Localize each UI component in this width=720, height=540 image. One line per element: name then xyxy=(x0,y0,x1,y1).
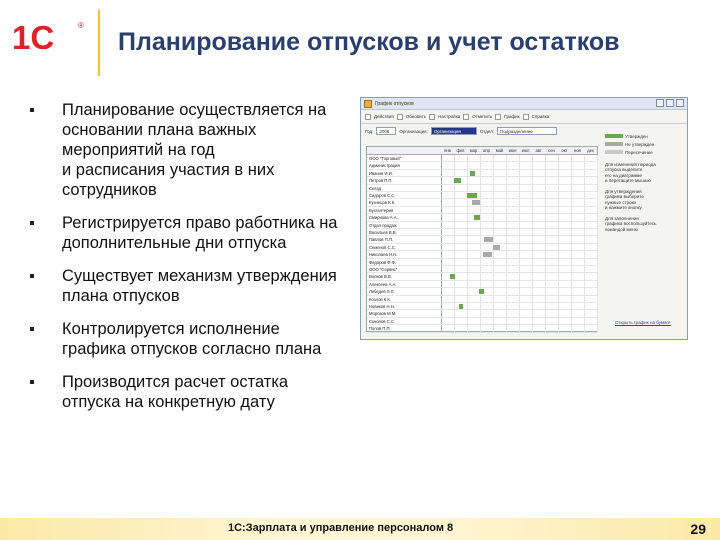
legend-panel xyxy=(605,132,685,232)
row-label: Семенов С.С. xyxy=(369,244,396,250)
footer-text: 1С:Зарплата и управление персоналом 8 xyxy=(228,522,454,534)
row-label: Сидоров С.С. xyxy=(369,193,396,198)
bullet-text: Контролируется исполнение графика отпусков согласно плана xyxy=(62,320,322,358)
dept-field[interactable]: Подразделение xyxy=(497,127,557,135)
vacation-bar[interactable] xyxy=(450,274,455,279)
month-label: ноя xyxy=(574,148,581,153)
month-label: авг xyxy=(535,148,542,153)
bullet-icon xyxy=(30,221,34,225)
mark-icon[interactable] xyxy=(463,114,469,120)
dept-label: Отдел: xyxy=(479,128,495,134)
window-titlebar[interactable] xyxy=(361,98,687,110)
registered-mark: ® xyxy=(78,21,84,30)
month-label: сен xyxy=(548,148,555,153)
page-number: 29 xyxy=(690,521,706,537)
row-label: Бухгалтерия xyxy=(369,207,394,213)
bullet-text: Существует механизм утверждения плана отпусков xyxy=(62,267,337,305)
close-icon[interactable] xyxy=(676,99,684,107)
row-label: Новиков Н.Н. xyxy=(369,304,395,309)
legend-swatch-unapproved xyxy=(605,142,623,146)
month-label: мар xyxy=(469,148,478,153)
table-row[interactable] xyxy=(367,185,597,192)
refresh-icon[interactable] xyxy=(397,114,403,120)
row-label: Алексеев А.А. xyxy=(369,281,397,287)
table-row[interactable] xyxy=(367,288,597,295)
help-icon[interactable] xyxy=(523,114,529,120)
row-label: Морозов М.М. xyxy=(369,311,397,317)
vacation-bar[interactable] xyxy=(467,193,477,198)
legend-label: Пересечение xyxy=(625,149,653,155)
gantt-rows xyxy=(367,155,597,333)
vacation-schedule-window xyxy=(360,97,688,340)
row-label: ООО "Торговый" xyxy=(369,156,402,161)
table-row[interactable] xyxy=(367,177,597,184)
row-label: Павлов П.П. xyxy=(369,237,394,243)
vacation-bar[interactable] xyxy=(474,215,481,220)
row-label: Николаев Н.Н. xyxy=(369,252,398,258)
footer xyxy=(0,518,720,540)
title-divider xyxy=(98,10,100,76)
table-row[interactable] xyxy=(367,303,597,310)
row-label: Администрация xyxy=(369,163,400,169)
month-label: апр xyxy=(483,148,490,153)
window-controls xyxy=(656,99,684,107)
table-row[interactable] xyxy=(367,318,597,325)
row-label: Петров П.П. xyxy=(369,178,393,184)
bullet-icon xyxy=(30,274,34,278)
vacation-bar[interactable] xyxy=(493,245,500,250)
page-title: Планирование отпусков и учет остатков xyxy=(118,28,620,56)
print-schedule-link[interactable]: Открыть график на бумаге xyxy=(615,320,671,325)
vacation-bar[interactable] xyxy=(479,289,484,294)
table-row[interactable] xyxy=(367,244,597,251)
table-row[interactable] xyxy=(367,229,597,236)
month-label: июн xyxy=(508,148,517,153)
toolbar-refresh[interactable]: Обновить xyxy=(405,114,427,119)
row-label: Соколов С.С. xyxy=(369,318,396,324)
table-row[interactable] xyxy=(367,199,597,206)
row-label: Федоров Ф.Ф. xyxy=(369,259,396,265)
table-row[interactable] xyxy=(367,214,597,221)
org-field[interactable]: Организация xyxy=(431,127,477,135)
month-label: фев xyxy=(456,148,465,153)
table-row[interactable] xyxy=(367,162,597,169)
toolbar-mark[interactable]: Отметить xyxy=(472,114,493,119)
vacation-bar[interactable] xyxy=(472,200,480,205)
bullet-item xyxy=(28,319,343,359)
month-label: июл xyxy=(521,148,530,153)
vacation-gantt-grid xyxy=(366,146,598,332)
table-row[interactable] xyxy=(367,266,597,273)
table-row[interactable] xyxy=(367,222,597,229)
table-row[interactable] xyxy=(367,296,597,303)
bullet-icon xyxy=(30,327,34,331)
row-label: Попов П.П. xyxy=(369,326,391,332)
schedule-icon[interactable] xyxy=(495,114,501,120)
row-label: Кузнецов К.К. xyxy=(369,200,396,206)
help-note: Для изменения периода отпуска выделите его на диаграмме и перетащите мышью Для утверждения графика выберите нужные строки и нажмите кнопку Для заполнения графика воспользуйтесь командой меню xyxy=(605,162,657,232)
vacation-bar[interactable] xyxy=(470,171,475,176)
bullet-text: Производится расчет остатка отпуска на конкретную дату xyxy=(62,373,289,411)
month-label: дек xyxy=(587,148,594,153)
minimize-icon[interactable] xyxy=(656,99,664,107)
actions-icon[interactable] xyxy=(365,114,371,120)
logo-text: 1С xyxy=(12,19,55,52)
month-label: окт xyxy=(561,148,568,153)
legend-label: Не утвержден xyxy=(625,141,655,147)
legend-item xyxy=(605,140,685,148)
table-row[interactable] xyxy=(367,273,597,280)
legend-swatch-overlap xyxy=(605,150,623,154)
toolbar-help[interactable]: Справка xyxy=(531,114,550,119)
legend-swatch-approved xyxy=(605,134,623,138)
window-toolbar xyxy=(361,110,687,124)
bullet-item xyxy=(28,213,343,253)
row-label: Склад xyxy=(369,185,382,191)
month-label: янв xyxy=(444,148,451,153)
legend-item xyxy=(605,148,685,156)
bullet-text: Планирование осуществляется на основании плана важных мероприятий на год и расписания участия в них сотрудников xyxy=(62,101,327,199)
row-label: Лебедев Л.Л. xyxy=(369,289,395,295)
row-label: ООО "Сервис" xyxy=(369,267,398,272)
table-row[interactable] xyxy=(367,325,597,332)
month-label: май xyxy=(495,148,504,153)
bullet-text: Регистрируется право работника на дополнительные дни отпуска xyxy=(62,214,338,252)
org-label: Организация: xyxy=(399,128,428,134)
toolbar-schedule[interactable]: График xyxy=(504,114,520,119)
bullet-list xyxy=(28,100,343,425)
month-gridline xyxy=(597,155,598,333)
row-label: Васильев В.В. xyxy=(369,230,397,235)
month-header xyxy=(367,147,597,155)
table-row[interactable] xyxy=(367,259,597,266)
toolbar-actions[interactable]: Действия xyxy=(374,114,394,119)
table-row[interactable] xyxy=(367,155,597,162)
table-row[interactable] xyxy=(367,170,597,177)
table-row[interactable] xyxy=(367,310,597,317)
maximize-icon[interactable] xyxy=(666,99,674,107)
app-icon xyxy=(364,100,372,108)
bullet-item xyxy=(28,266,343,306)
toolbar-settings[interactable]: Настройка xyxy=(438,114,461,119)
bullet-icon xyxy=(30,108,34,112)
vacation-bar[interactable] xyxy=(454,178,461,183)
window-title: График отпусков xyxy=(375,101,414,107)
row-label: Иванов И.И. xyxy=(369,170,393,176)
legend-label: Утвержден xyxy=(625,133,648,139)
bullet-icon xyxy=(30,380,34,384)
row-label: Отдел продаж xyxy=(369,222,397,228)
vacation-bar[interactable] xyxy=(484,237,493,242)
table-row[interactable] xyxy=(367,251,597,258)
year-label: Год: xyxy=(365,128,374,134)
bullet-item xyxy=(28,372,343,412)
table-row[interactable] xyxy=(367,192,597,199)
table-row[interactable] xyxy=(367,207,597,214)
1c-logo xyxy=(12,18,86,52)
settings-icon[interactable] xyxy=(429,114,435,120)
row-label: Козлов К.К. xyxy=(369,296,392,302)
year-field[interactable]: 2008 xyxy=(376,127,396,135)
vacation-bar[interactable] xyxy=(483,252,492,257)
table-row[interactable] xyxy=(367,236,597,243)
row-label: Волков В.В. xyxy=(369,274,392,280)
bullet-item xyxy=(28,100,343,200)
table-row[interactable] xyxy=(367,281,597,288)
row-label: Смирнова А.А. xyxy=(369,215,398,221)
vacation-bar[interactable] xyxy=(459,304,463,309)
legend-item xyxy=(605,132,685,140)
